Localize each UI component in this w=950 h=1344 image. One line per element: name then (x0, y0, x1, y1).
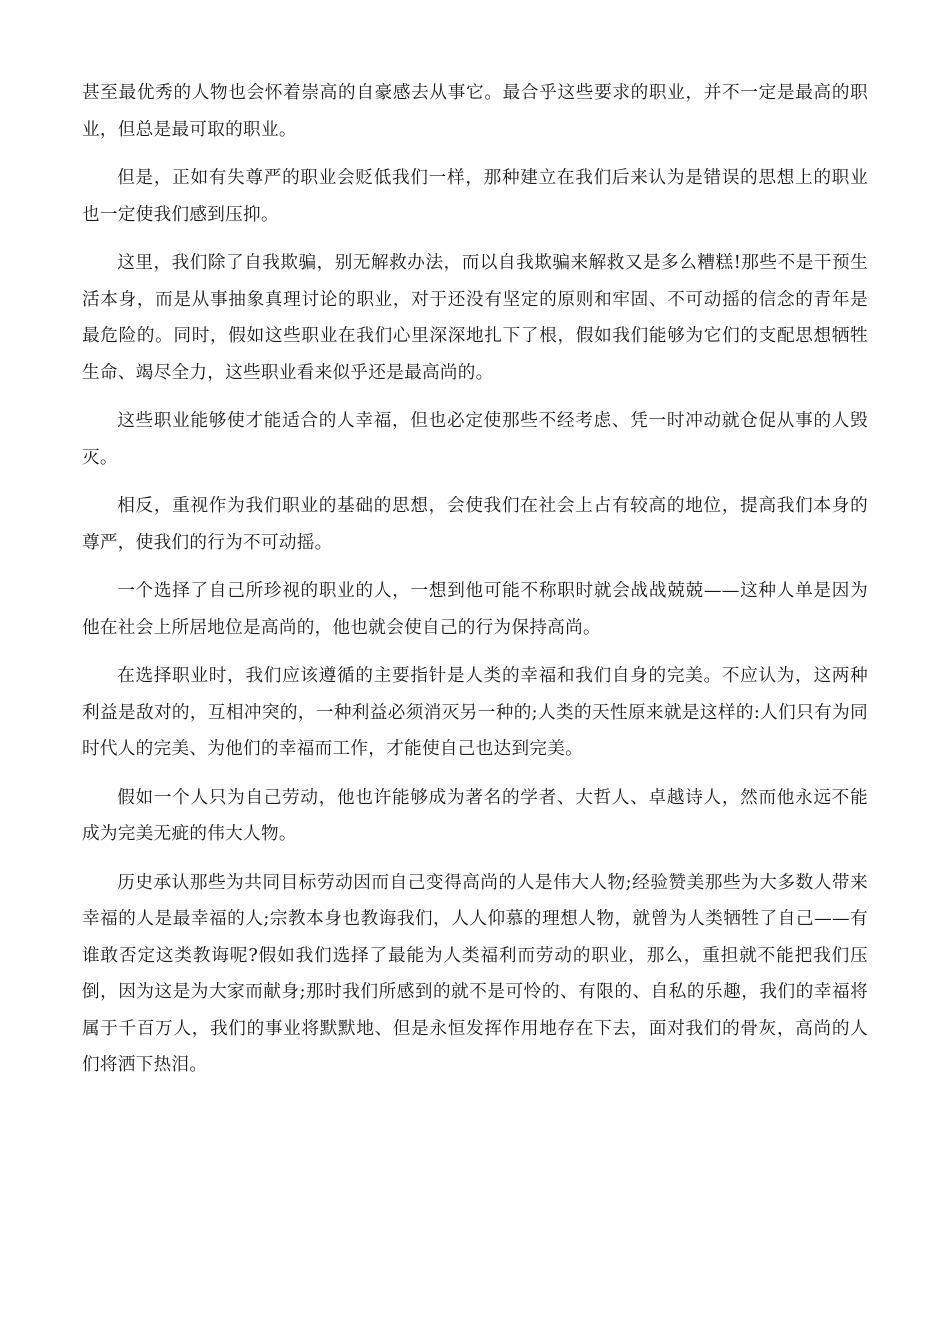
paragraph-2: 但是，正如有失尊严的职业会贬低我们一样，那种建立在我们后来认为是错误的思想上的职业也一定使我们感到压抑。 (82, 168, 868, 225)
paragraph-6: 一个选择了自己所珍视的职业的人，一想到他可能不称职时就会战战兢兢——这种人单是因为他在社会上所居地位是高尚的，他也就会使自己的行为保持高尚。 (82, 581, 868, 638)
paragraph-8: 假如一个人只为自己劳动，他也许能够成为著名的学者、大哲人、卓越诗人，然而他永远不能成为完美无疵的伟大人物。 (82, 787, 868, 844)
document-body (82, 75, 868, 1096)
paragraph-7: 在选择职业时，我们应该遵循的主要指针是人类的幸福和我们自身的完美。不应认为，这两种利益是敌对的，互相冲突的，一种利益必须消灭另一种的;人类的天性原来就是这样的:人们只有为同时代人的完美、为他们的幸福而工作，才能使自己也达到完美。 (82, 666, 868, 759)
paragraph-4: 这些职业能够使才能适合的人幸福，但也必定使那些不经考虑、凭一时冲动就仓促从事的人毁灭。 (82, 411, 868, 468)
paragraph-9: 历史承认那些为共同目标劳动因而自己变得高尚的人是伟大人物;经验赞美那些为大多数人带来幸福的人是最幸福的人;宗教本身也教诲我们，人人仰慕的理想人物，就曾为人类牺牲了自己——有谁敢否定这类教诲呢?假如我们选择了最能为人类福利而劳动的职业，那么，重担就不能把我们压倒，因为这是为大家而献身;那时我们所感到的就不是可怜的、有限的、自私的乐趣，我们的幸福将属于千百万人，我们的事业将默默地、但是永恒发挥作用地存在下去，面对我们的骨灰，高尚的人们将洒下热泪。 (82, 872, 868, 1075)
paragraph-1: 甚至最优秀的人物也会怀着崇高的自豪感去从事它。最合乎这些要求的职业，并不一定是最高的职业，但总是最可取的职业。 (82, 83, 868, 140)
paragraph-5: 相反，重视作为我们职业的基础的思想，会使我们在社会上占有较高的地位，提高我们本身的尊严，使我们的行为不可动摇。 (82, 496, 868, 553)
paragraph-3: 这里，我们除了自我欺骗，别无解救办法，而以自我欺骗来解救又是多么糟糕!那些不是干预生活本身，而是从事抽象真理讨论的职业，对于还没有坚定的原则和牢固、不可动摇的信念的青年是最危险的。同时，假如这些职业在我们心里深深地扎下了根，假如我们能够为它们的支配思想牺牲生命、竭尽全力，这些职业看来似乎还是最高尚的。 (82, 253, 868, 383)
